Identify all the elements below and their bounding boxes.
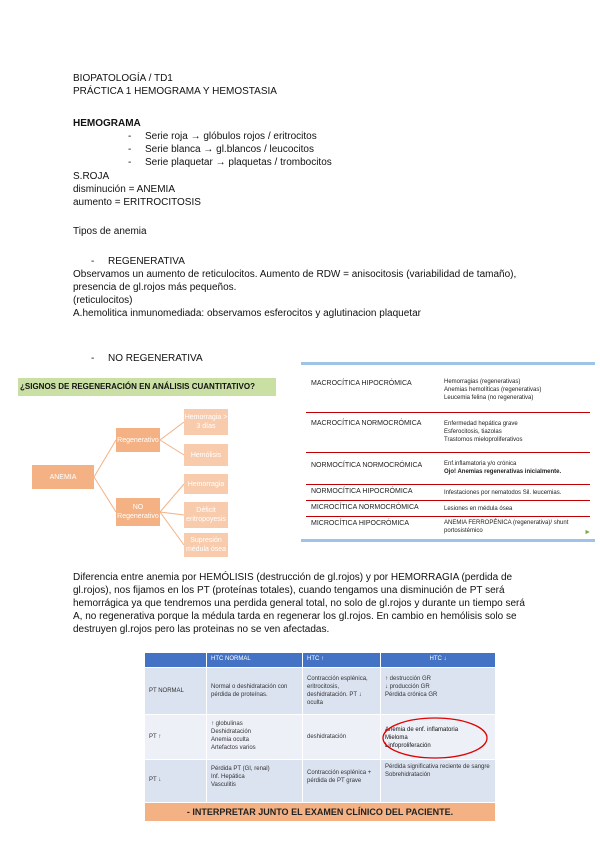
bullet-serie-blanca: Serie blanca → gl.blancos / leucocitos	[145, 144, 314, 155]
row-desc: Anemias hemolíticas (regenerativas)	[444, 387, 542, 393]
aumento-line: aumento = ERITROCITOSIS	[73, 197, 201, 208]
row-label-pt-normal: PT NORMAL	[149, 688, 184, 694]
connector-line	[160, 512, 184, 545]
row-desc: portosistémico	[444, 528, 483, 534]
header-htc-normal: HTC NORMAL	[211, 656, 251, 662]
row-desc: Esferocitosis, tiazolas	[444, 429, 502, 435]
header-htc-down: HTC ↓	[429, 656, 447, 662]
hemorragia-node: Hemorragia	[184, 474, 228, 494]
sroja-label: S.ROJA	[73, 171, 110, 182]
anemia-node: ANEMIA	[32, 465, 94, 489]
regeneration-diagram	[18, 378, 276, 560]
connector-line	[160, 440, 184, 455]
regenerativa-text: Observamos un aumento de reticulocitos. Aumento de RDW = anisocitosis (variabilidad de tamaño), presencia de gl.rojos más pequeños.	[73, 269, 517, 293]
connector-line	[160, 512, 184, 515]
arrow-icon: ►	[584, 529, 591, 536]
row-category: MACROCÍTICA HIPOCRÓMICA	[311, 380, 412, 387]
doc-subtitle: PRÁCTICA 1 HEMOGRAMA Y HEMOSTASIA	[73, 86, 277, 97]
bullet-serie-roja: Serie roja → glóbulos rojos / eritrocitos	[145, 131, 317, 142]
hemolisis-node: Hemólisis	[184, 444, 228, 466]
row-desc: Leucemia felina (no regenerativa)	[444, 395, 534, 401]
table-footer: - INTERPRETAR JUNTO EL EXAMEN CLÍNICO DEL PACIENTE.	[145, 803, 495, 821]
table-row	[306, 486, 590, 501]
section-title-hemograma: HEMOGRAMA	[73, 118, 141, 129]
cell: Pérdida PT (GI, renal) Inf. Hepática Vasculitis	[211, 766, 270, 788]
no-regenerativa-heading: NO REGENERATIVA	[108, 353, 203, 364]
table-top-bar	[301, 362, 595, 365]
cell: Normal o deshidratación con pérdida de proteínas.	[211, 684, 288, 698]
regenerativa-heading: REGENERATIVA	[108, 256, 185, 267]
cell: Contracción esplénica, eritrocitosis, deshidratación. PT ↓ oculta	[307, 676, 368, 706]
row-label-pt-down: PT ↓	[149, 777, 162, 783]
no-regenerativo-node: NO Regenerativo	[116, 498, 160, 526]
deficit-node: Déficit eritropoyesis	[184, 502, 228, 528]
connector-line	[94, 477, 116, 512]
bullet-serie-plaquetar: Serie plaquetar → plaquetas / trombocitos	[145, 157, 332, 168]
row-label-pt-up: PT ↑	[149, 734, 162, 740]
bullet-dash: -	[91, 256, 95, 267]
cell: ↑ destrucción GR ↓ producción GR Pérdida crónica GR	[385, 676, 438, 698]
row-category: MICROCÍTICA NORMOCRÓMICA	[311, 504, 419, 511]
table-bottom-bar	[301, 539, 595, 542]
connector-line	[94, 440, 116, 477]
table-row	[306, 414, 590, 453]
cell: ↑ globulinas Deshidratación Anemia oculta Artefactos varios	[211, 721, 256, 751]
connector-line	[160, 484, 184, 512]
doc-title: BIOPATOLOGÍA / TD1	[73, 73, 173, 84]
bullet-dash: -	[128, 157, 132, 168]
cell: Anemia de enf. inflamatoria Mieloma Linfoproliferación	[385, 727, 459, 749]
row-desc: ANEMIA FERROPÉNICA (regenerativa)/ shunt	[444, 520, 569, 526]
reticulocitos-note: (reticulocitos)	[73, 295, 133, 306]
anemia-classification-table	[301, 362, 595, 542]
bullet-dash: -	[91, 353, 95, 364]
tipos-anemia-title: Tipos de anemia	[73, 226, 147, 237]
hemorragia-3dias-node: Hemorragia > 3 días	[184, 409, 228, 435]
bullet-dash: -	[128, 144, 132, 155]
cell: deshidratación	[307, 734, 347, 740]
row-desc: Infestaciones por nematodos Sil. leucemias.	[444, 490, 562, 496]
row-desc: Ojo! Anemias regenerativas inicialmente.	[444, 469, 562, 475]
row-desc: Lesiones en médula ósea	[444, 506, 513, 512]
table-row	[306, 502, 590, 517]
row-desc: Enfermedad hepática grave	[444, 421, 518, 427]
regenerativo-node: Regenerativo	[116, 428, 160, 452]
row-category: NORMOCÍTICA NORMOCRÓMICA	[311, 462, 423, 469]
row-desc: Hemorragias (regenerativas)	[444, 379, 521, 385]
disminucion-line: disminución = ANEMIA	[73, 184, 175, 195]
cell: Contracción esplénica + pérdida de PT grave	[307, 770, 372, 784]
connector-line	[160, 422, 184, 440]
bullet-dash: -	[128, 131, 132, 142]
row-category: MACROCÍTICA NORMOCRÓMICA	[311, 420, 422, 427]
header-htc-up: HTC ↑	[307, 656, 324, 662]
row-desc: Enf.inflamatoria y/o crónica	[444, 461, 517, 467]
diferencia-paragraph: Diferencia entre anemia por HEMÓLISIS (destrucción de gl.rojos) y por HEMORRAGIA (perdida de gl.rojos), nos fijamos en los PT (proteínas totales), cuando tengamos una disminución de PT será hemorrágica ya que tendremos una perdida general total, no solo de gl.rojos y durante un tiempo será A, no regenerativa porque la médula tarda en regenerar los gl.rojos. En cambio en hemólisis solo se destruyen gl.rojos pero las proteinas no se ven afectadas.	[73, 572, 525, 635]
table-row	[306, 518, 590, 538]
table-row	[306, 374, 590, 413]
row-category: MICROCÍTICA HIPOCRÓMICA	[311, 520, 410, 527]
cell: Pérdida significativa reciente de sangre Sobrehidratación	[385, 764, 490, 778]
table-row	[306, 454, 590, 485]
row-category: NORMOCÍTICA HIPOCRÓMICA	[311, 488, 413, 495]
row-desc: Trastornos mieloproliferativos	[444, 437, 523, 443]
htc-pt-table	[145, 653, 495, 821]
hemolitica-line: A.hemolitica inmunomediada: observamos esferocitos y aglutinacion plaquetar	[73, 308, 421, 319]
diagram-banner: ¿SIGNOS DE REGENERACIÓN EN ANÁLISIS CUANTITATIVO?	[18, 378, 276, 396]
supresion-node: Supresión médula ósea	[184, 533, 228, 557]
